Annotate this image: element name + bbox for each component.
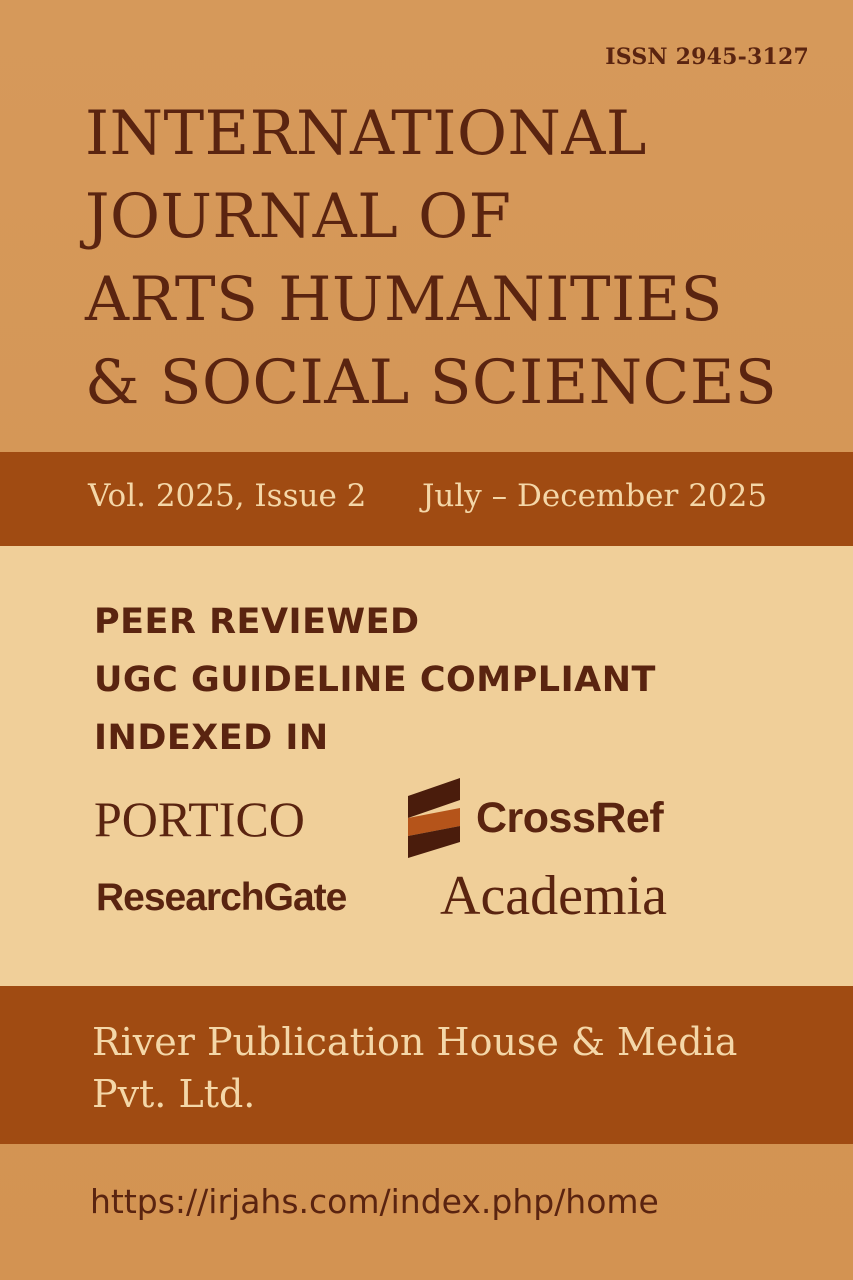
journal-url: https://irjahs.com/index.php/home (90, 1182, 659, 1221)
researchgate-logo: ResearchGate (96, 876, 347, 919)
crossref-logo-icon (404, 778, 464, 858)
publisher-name (92, 1016, 812, 1120)
journal-title-line: & SOCIAL SCIENCES (85, 347, 778, 418)
academia-logo: Academia (440, 865, 667, 927)
journal-title-line: INTERNATIONAL (85, 98, 647, 169)
peer-reviewed-label: PEER REVIEWED (94, 602, 420, 642)
indexed-in-label: INDEXED IN (94, 718, 329, 758)
volume-issue: Vol. 2025, Issue 2 (88, 478, 367, 514)
issn-number: ISSN 2945-3127 (605, 44, 809, 70)
journal-title (85, 92, 825, 424)
journal-title-line: JOURNAL OF (85, 181, 512, 252)
publisher-band (0, 986, 853, 1144)
publication-period: July – December 2025 (422, 478, 768, 514)
cover-header (0, 0, 853, 452)
indexing-section (0, 546, 853, 986)
publisher-name-line: Pvt. Ltd. (92, 1072, 256, 1116)
journal-title-line: ARTS HUMANITIES (85, 264, 723, 335)
portico-logo: PORTICO (94, 791, 305, 847)
crossref-logo: CrossRef (476, 794, 664, 842)
publisher-name-line: River Publication House & Media (92, 1020, 738, 1064)
ugc-compliant-label: UGC GUIDELINE COMPLIANT (94, 660, 656, 700)
volume-band (0, 452, 853, 546)
cover-footer (0, 1144, 853, 1280)
